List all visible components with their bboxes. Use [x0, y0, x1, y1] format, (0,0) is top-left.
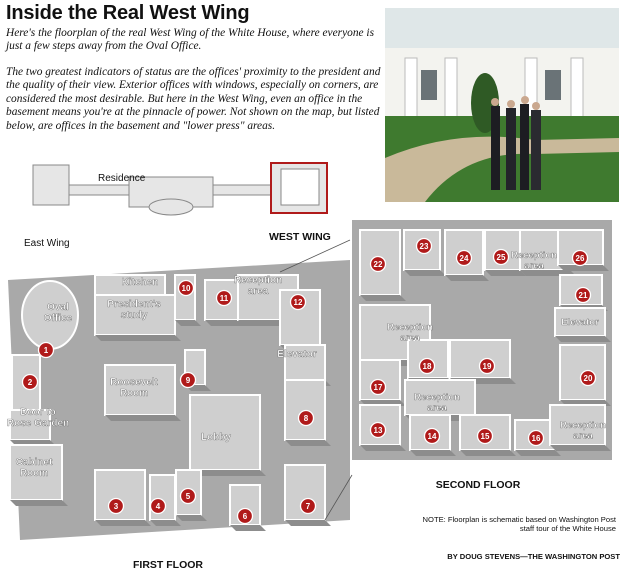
residence-label: Residence: [98, 173, 146, 184]
second-floor-label: SECOND FLOOR: [435, 479, 521, 491]
note: NOTE: Floorplan is schematic based on Washington Post staff tour of the White House: [422, 515, 616, 533]
marker-26-label: 26: [575, 254, 585, 263]
reception-top-label: Reception area: [511, 250, 557, 272]
kitchen-label: Kitchen: [121, 277, 159, 288]
page-title: Inside the Real West Wing: [6, 2, 250, 24]
intro-paragraph-2: The two greatest indicators of status are the offices' proximity to the president and the quality of their view. Exterior offices with windows, especially on corners, are considered the most desirable. But here in the West Wing, even an office in the basement means you're at the pinnacle of power. Not shown on the map, but listed below, are offices in the basement and "lower press" areas.: [6, 66, 381, 132]
cabinet-label: Cabinet Room: [15, 457, 53, 479]
oval-office-label: Oval Office: [43, 302, 73, 324]
marker-2-label: 2: [27, 378, 33, 387]
marker-23-label: 23: [419, 242, 429, 251]
rose-garden-label: Door to Rose Garden: [6, 407, 70, 429]
marker-6-label: 6: [242, 512, 248, 521]
marker-14-label: 14: [427, 432, 437, 441]
first-floor-label: FIRST FLOOR: [133, 559, 203, 571]
marker-3-label: 3: [113, 502, 119, 511]
room-19: [450, 340, 510, 378]
marker-7-label: 7: [305, 502, 311, 511]
marker-24-label: 24: [459, 254, 469, 263]
presidents-study-label: President's study: [107, 299, 161, 321]
marker-22-label: 22: [373, 260, 383, 269]
marker-5-label: 5: [185, 492, 191, 501]
reception-left-label: Reception area: [387, 322, 433, 344]
marker-25-label: 25: [496, 253, 506, 262]
marker-8-label: 8: [303, 414, 309, 423]
reception-right-label: Reception area: [560, 420, 606, 442]
elevator-first-label: Elevator: [277, 349, 317, 360]
marker-18-label: 18: [422, 362, 432, 371]
marker-10-label: 10: [181, 284, 191, 293]
roosevelt-label: Roosevelt Room: [110, 377, 158, 399]
marker-17-label: 17: [373, 383, 383, 392]
white-house-photo: [385, 8, 619, 202]
marker-20-label: 20: [583, 374, 593, 383]
marker-4-label: 4: [155, 502, 161, 511]
marker-12-label: 12: [293, 298, 303, 307]
room-4: [150, 475, 175, 520]
reception-mid-label: Reception area: [414, 392, 460, 414]
west-wing-label: WEST WING: [269, 231, 331, 243]
marker-13-label: 13: [373, 426, 383, 435]
marker-16-label: 16: [531, 434, 541, 443]
east-wing-label: East Wing: [24, 238, 70, 249]
marker-9-label: 9: [185, 376, 191, 385]
intro-paragraph-1: Here's the floorplan of the real West Wing of the White House, where everyone is just a few steps away from the Oval Office.: [6, 27, 375, 53]
marker-1-label: 1: [43, 346, 49, 355]
marker-11-label: 11: [219, 294, 229, 303]
elevator-second-label: Elevator: [561, 317, 599, 328]
credit: BY DOUG STEVENS—THE WASHINGTON POST: [447, 552, 620, 561]
marker-15-label: 15: [480, 432, 490, 441]
lobby-label: Lobby: [201, 432, 231, 443]
marker-21-label: 21: [578, 291, 588, 300]
marker-19-label: 19: [482, 362, 492, 371]
reception-first-label: Reception area: [233, 275, 283, 297]
